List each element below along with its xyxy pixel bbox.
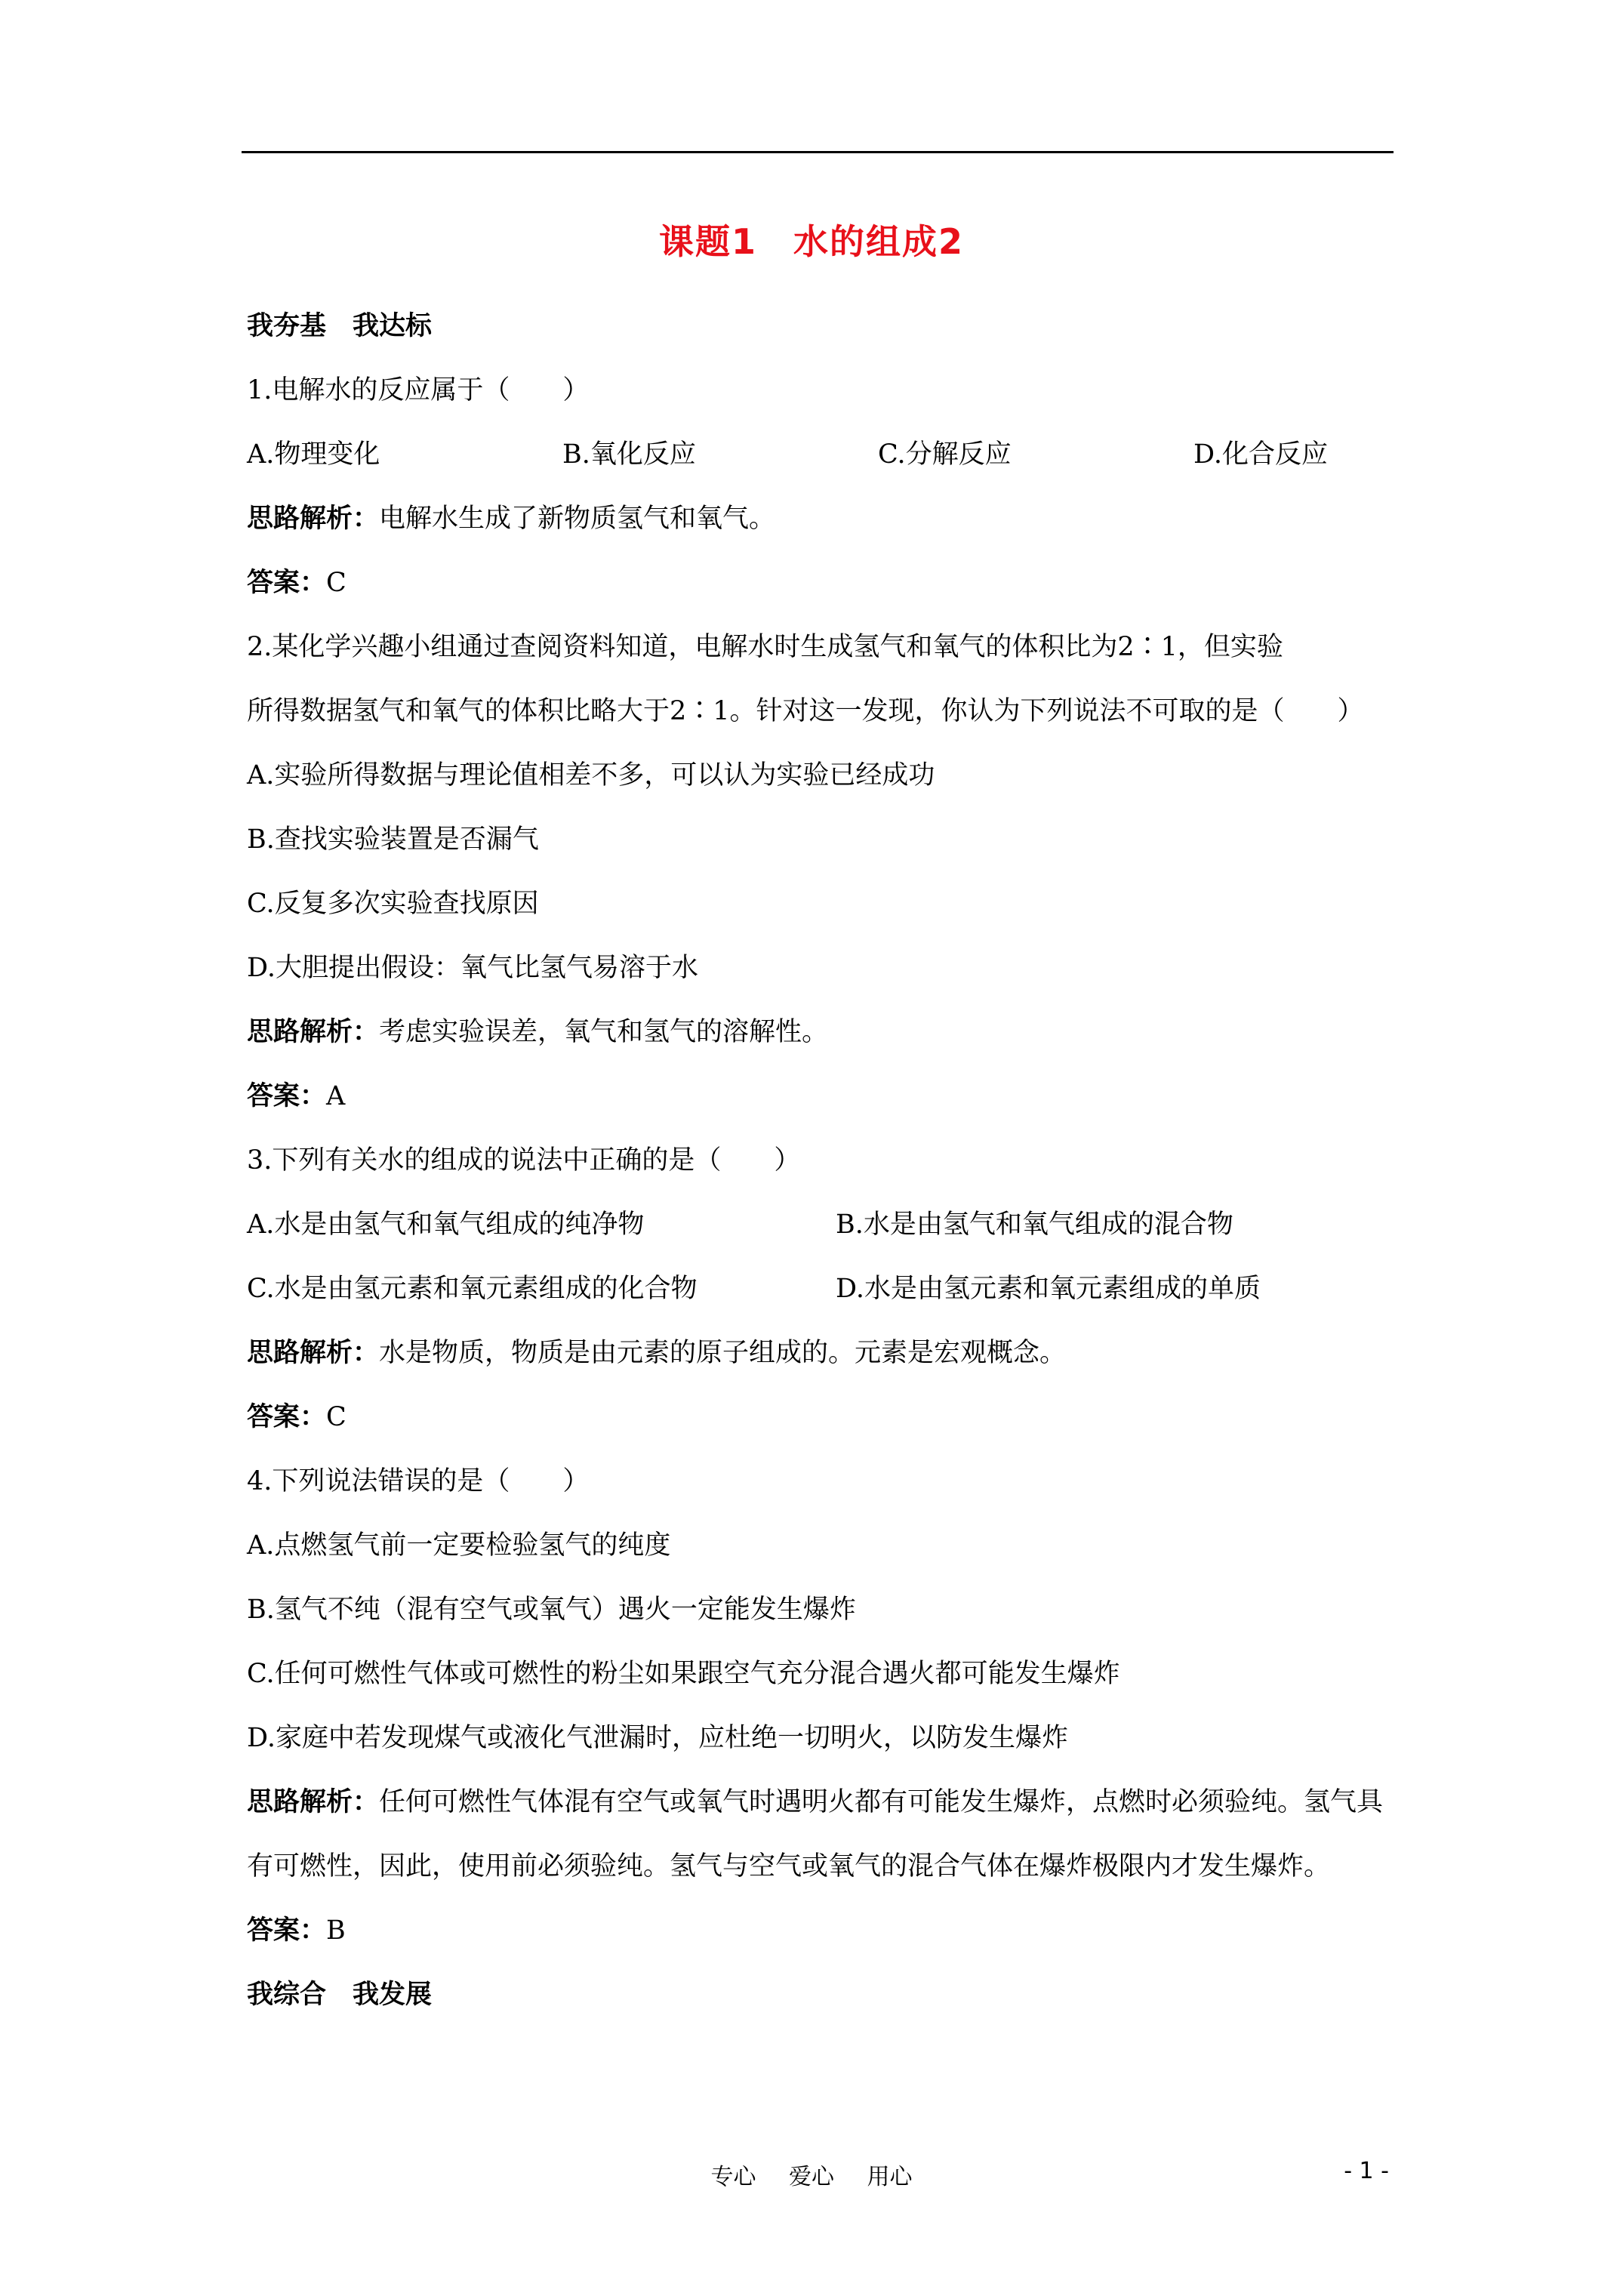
analysis-label: 思路解析： [247,1338,380,1368]
q4-answer-value: B [326,1915,346,1946]
q3-options-row1 [247,1193,1394,1257]
answer-label: 答案： [247,568,327,598]
analysis-label: 思路解析： [247,1017,380,1047]
q1-option-d: D.化合反应 [1193,439,1328,470]
q4-option-a: A.点燃氢气前一定要检验氢气的纯度 [247,1530,671,1561]
q4-analysis [247,1771,1394,1899]
q2-stem-line1: 2.某化学兴趣小组通过查阅资料知道，电解水时生成氢气和氧气的体积比为2∶1，但实验 [247,632,1283,662]
q1-answer [247,551,1394,615]
q1-options [247,423,1394,487]
q4-analysis-text: 任何可燃性气体混有空气或氧气时遇明火都有可能发生爆炸，点燃时必须验纯。氢气具有可燃性，因此，使用前必须验纯。氢气与空气或氧气的混合气体在爆炸极限内才发生爆炸。 [247,1787,1384,1881]
q2-option-c: C.反复多次实验查找原因 [247,889,539,919]
q3-option-d: D.水是由氢元素和氧元素组成的单质 [836,1274,1261,1304]
q1-stem: 1.电解水的反应属于（ ） [247,375,590,405]
header-rule [242,151,1394,153]
page-number: - 1 - [1344,2158,1389,2184]
q1-option-a: A.物理变化 [247,439,380,470]
q2-option-b: B.查找实验装置是否漏气 [247,824,539,855]
q3-analysis [247,1321,1394,1385]
answer-label: 答案： [247,1081,327,1111]
analysis-label: 思路解析： [247,1787,380,1817]
q2-analysis-text: 考虑实验误差，氧气和氢气的溶解性。 [379,1017,829,1047]
q1-analysis [247,487,1394,551]
q3-options-row2 [247,1257,1394,1321]
q3-option-c: C.水是由氢元素和氧元素组成的化合物 [247,1274,698,1304]
q1-analysis-text: 电解水生成了新物质氢气和氧气。 [379,504,776,534]
q2-option-d: D.大胆提出假设：氧气比氢气易溶于水 [247,953,698,983]
q3-stem: 3.下列有关水的组成的说法中正确的是（ ） [247,1145,801,1176]
q3-option-a: A.水是由氢气和氧气组成的纯净物 [247,1210,645,1240]
q1-option-b: B.氧化反应 [562,439,696,470]
answer-label: 答案： [247,1402,327,1432]
footer-motto: 专心 爱心 用心 [710,2164,913,2190]
q1-answer-value: C [326,568,346,598]
q3-answer-value: C [326,1402,346,1432]
q4-option-d: D.家庭中若发现煤气或液化气泄漏时，应杜绝一切明火，以防发生爆炸 [247,1723,1068,1753]
q2-analysis [247,1000,1394,1065]
q2-stem-line2: 所得数据氢气和氧气的体积比略大于2∶1。针对这一发现，你认为下列说法不可取的是（ ） [247,696,1364,726]
q3-answer [247,1385,1394,1450]
q4-stem: 4.下列说法错误的是（ ） [247,1466,590,1496]
q4-option-b: B.氢气不纯（混有空气或氧气）遇火一定能发生爆炸 [247,1595,856,1625]
q1-option-c: C.分解反应 [878,439,1012,470]
q2-answer [247,1065,1394,1129]
q3-analysis-text: 水是物质，物质是由元素的原子组成的。元素是宏观概念。 [379,1338,1067,1368]
page-title: 课题1 水的组成2 [658,221,964,262]
section-heading-advanced: 我综合 我发展 [247,1980,433,2010]
q4-option-c: C.任何可燃性气体或可燃性的粉尘如果跟空气充分混合遇火都可能发生爆炸 [247,1659,1120,1689]
q3-option-b: B.水是由氢气和氧气组成的混合物 [836,1210,1233,1240]
section-heading-basic: 我夯基 我达标 [247,311,433,341]
q4-answer [247,1899,1394,1963]
analysis-label: 思路解析： [247,504,380,534]
q2-answer-value: A [326,1081,346,1111]
answer-label: 答案： [247,1915,327,1946]
q2-option-a: A.实验所得数据与理论值相差不多，可以认为实验已经成功 [247,760,935,791]
document-body [247,294,1394,2027]
